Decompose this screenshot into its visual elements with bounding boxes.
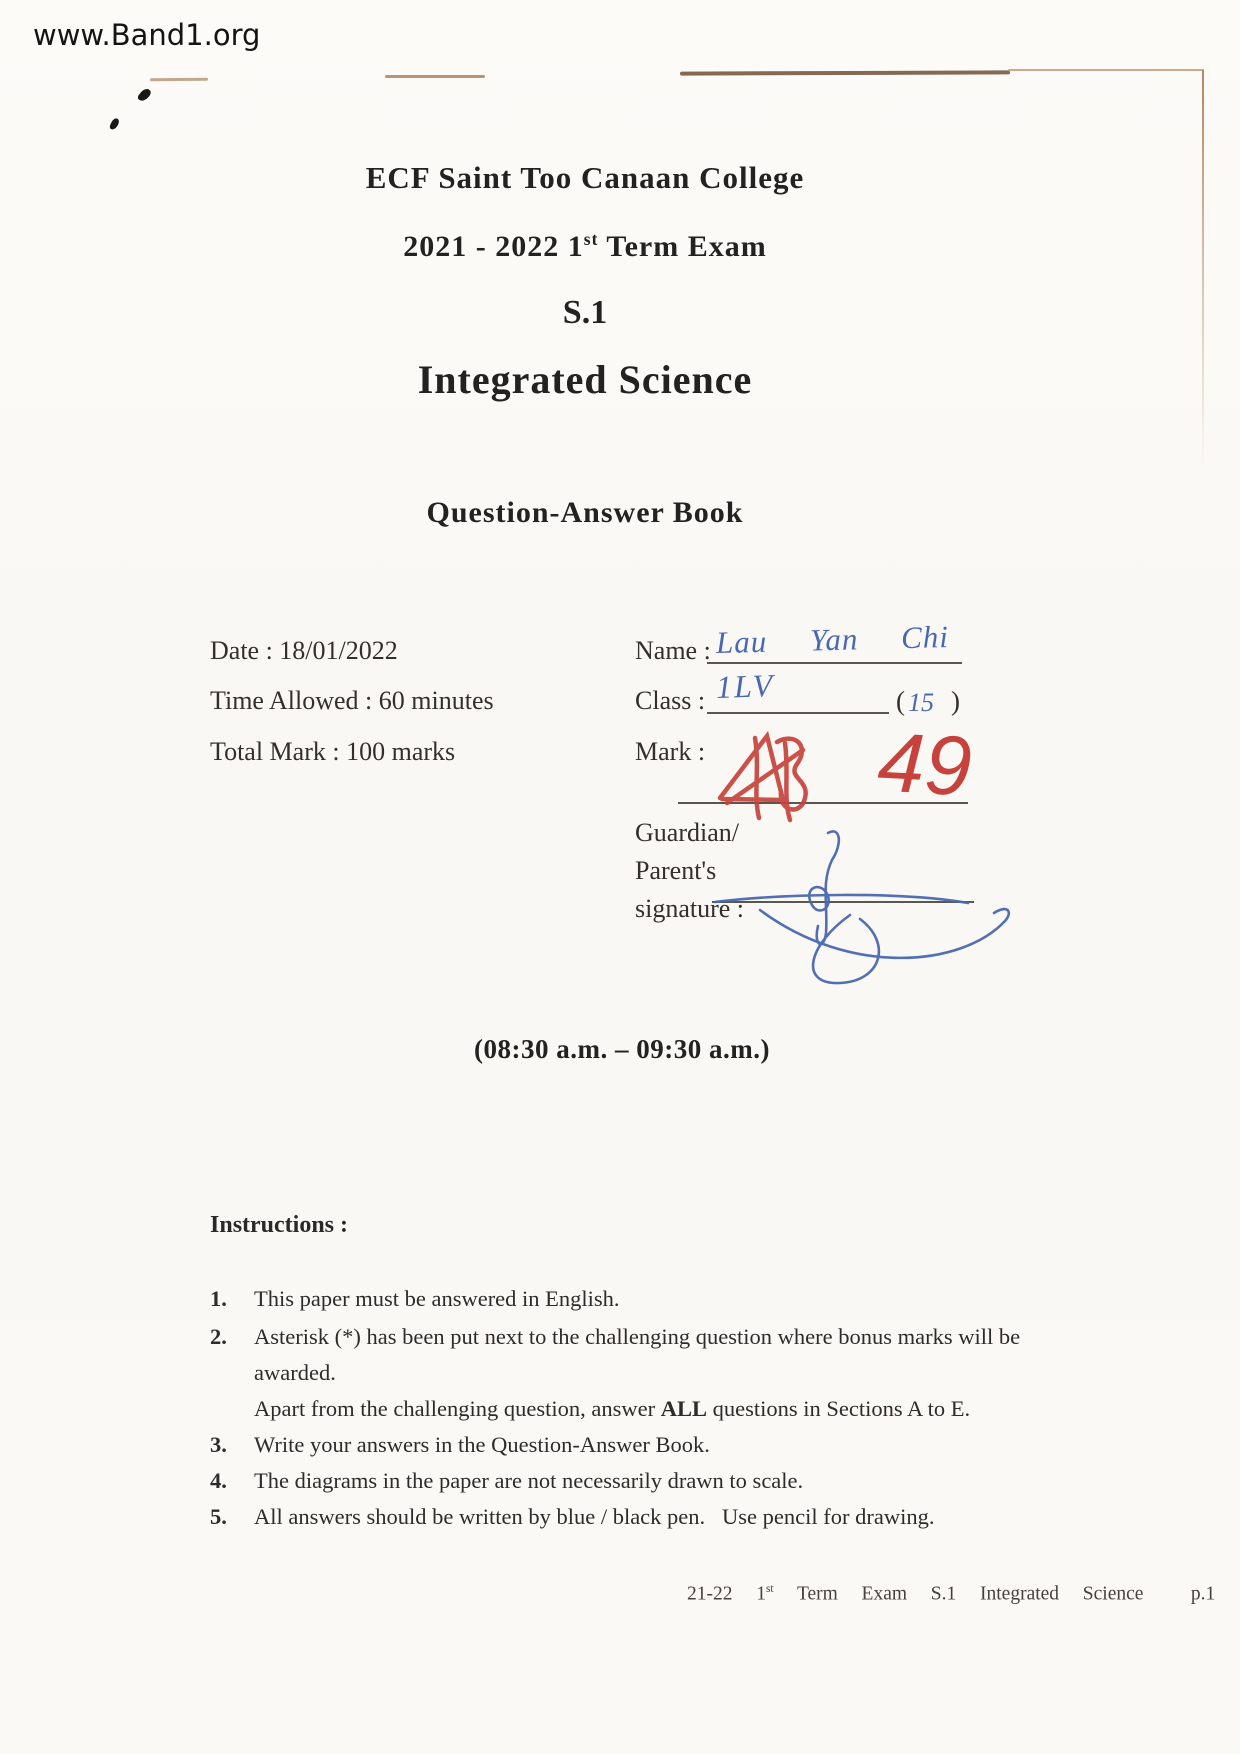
footer-text: 21-22 1	[687, 1583, 766, 1605]
class-paren-close: )	[951, 686, 960, 716]
paper-edge-segment	[1008, 69, 1204, 71]
mark-handwritten-value: 49	[875, 714, 974, 814]
ink-speck	[137, 87, 153, 104]
guardian-signature	[700, 825, 1020, 990]
book-title: Question-Answer Book	[426, 496, 744, 529]
exam-title-text: Term Exam	[598, 230, 767, 263]
exam-title	[0, 229, 1170, 264]
watermark-url: www.Band1.org	[33, 18, 261, 52]
instruction-text	[254, 1319, 1040, 1427]
paper-edge-right	[1202, 70, 1204, 470]
exam-title-superscript: st	[583, 229, 599, 249]
mark-crossed-out-scribble	[715, 728, 865, 823]
instruction-number: 4.	[210, 1468, 227, 1493]
page-footer	[687, 1583, 1215, 1606]
mark-label: Mark :	[635, 737, 706, 766]
instruction-text: The diagrams in the paper are not necessarily drawn to scale.	[254, 1468, 804, 1493]
guardian-label-line3: signature :	[635, 894, 745, 923]
instruction-text-line2-end: questions in Sections A to E.	[707, 1396, 971, 1421]
class-handwritten-value: 1LV	[715, 666, 775, 706]
guardian-label-line2: Parent's	[635, 856, 717, 885]
session-time: (08:30 a.m. – 09:30 a.m.)	[474, 1034, 770, 1064]
instruction-number: 5.	[210, 1504, 227, 1529]
class-number-handwritten: 15	[908, 688, 934, 717]
instruction-text: Write your answers in the Question-Answer Book.	[254, 1432, 710, 1457]
instruction-text: This paper must be answered in English.	[254, 1286, 620, 1311]
instructions-heading: Instructions :	[210, 1212, 349, 1238]
instruction-number: 1.	[210, 1286, 227, 1311]
instruction-item-5	[210, 1499, 1040, 1535]
time-allowed-label: Time Allowed : 60 minutes	[210, 686, 494, 715]
form-level: S.1	[562, 294, 608, 331]
instruction-item-4	[210, 1463, 1040, 1499]
guardian-label-line1: Guardian/	[635, 818, 739, 847]
paper-edge-segment	[680, 70, 1010, 75]
name-handwritten-value: Lau Yan Chi	[715, 618, 950, 661]
paper-edge-segment	[385, 75, 485, 78]
ink-speck	[109, 117, 120, 131]
instruction-text-line1: Asterisk (*) has been put next to the challenging question where bonus marks will be awarded.	[254, 1324, 1026, 1385]
footer-superscript: st	[766, 1583, 774, 1595]
instruction-number: 2.	[210, 1324, 227, 1349]
footer-text-end: Term Exam S.1 Integrated Science p.1	[773, 1583, 1216, 1605]
instruction-text: All answers should be written by blue / black pen. Use pencil for drawing.	[254, 1504, 935, 1529]
instruction-number: 3.	[210, 1432, 227, 1457]
subject-title: Integrated Science	[417, 357, 753, 402]
class-paren-open: (	[896, 686, 905, 716]
instruction-text-line2: Apart from the challenging question, answer	[254, 1396, 661, 1421]
exam-title-text: 2021 - 2022 1	[403, 230, 584, 263]
instruction-text-bold: ALL	[660, 1396, 708, 1421]
date-label: Date : 18/01/2022	[210, 636, 398, 665]
name-label: Name :	[635, 636, 711, 665]
paper-edge-segment	[150, 78, 208, 82]
instructions-list	[210, 1281, 1040, 1535]
school-name: ECF Saint Too Canaan College	[365, 160, 805, 195]
class-label: Class :	[635, 686, 706, 715]
instruction-item-3	[210, 1427, 1040, 1463]
total-mark-label: Total Mark : 100 marks	[210, 737, 456, 766]
instruction-item-2	[210, 1319, 1040, 1427]
instruction-item-1	[210, 1281, 1040, 1317]
